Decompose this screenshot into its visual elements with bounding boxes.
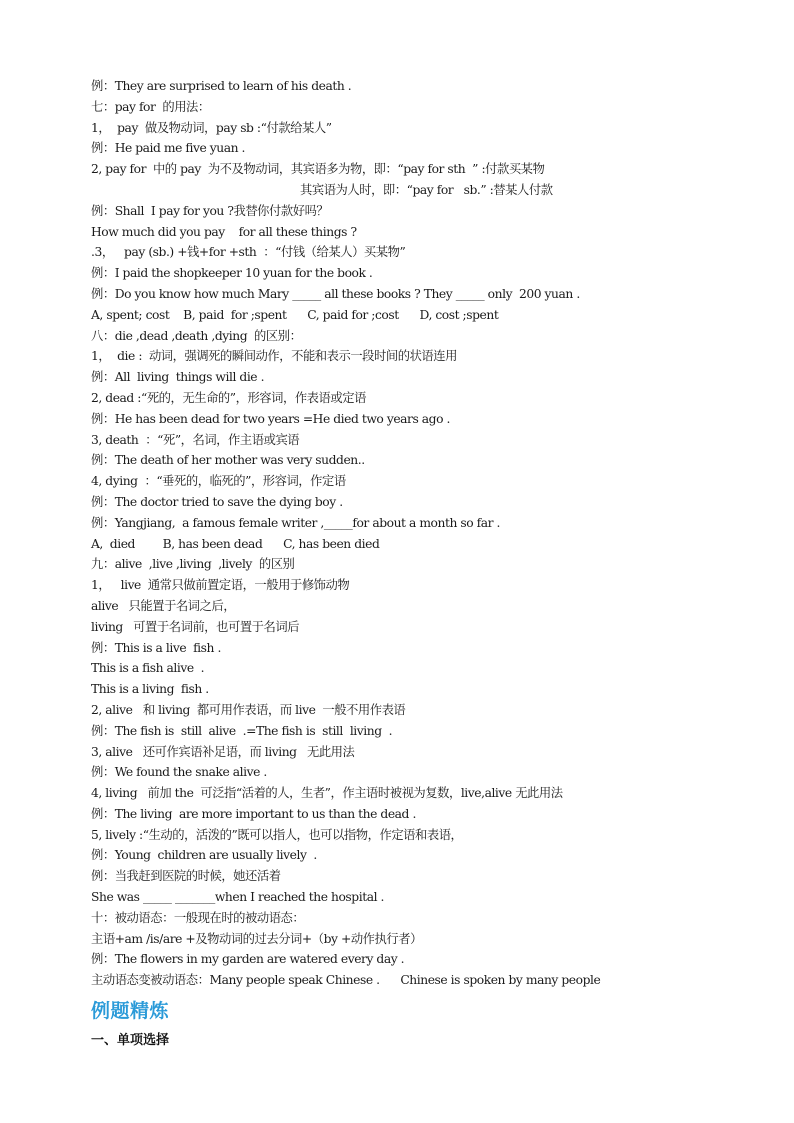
answer-options: A, died B, has been dead C, has been died	[91, 536, 380, 551]
text-line: 例：Young children are usually lively .	[91, 848, 317, 863]
text-line: How much did you pay for all these things ?	[91, 224, 357, 239]
text-line: 2, pay for 中的 pay 为不及物动词，其宾语多为物，即：“pay for sth ” :付款买某物	[91, 162, 545, 177]
text-line: 例：They are surprised to learn of his death .	[91, 79, 352, 93]
text-line: living 可置于名词前，也可置于名词后	[91, 619, 300, 634]
text-line: 5, lively :“生动的，活泼的”既可以指人，也可以指物，作定语和表语，	[91, 827, 463, 842]
text-line: 4, living 前加 the 可泛指“活着的人，生者”，作主语时被视为复数，live,alive 无此用法	[91, 786, 563, 801]
heading-die-dead: 八：die ,dead ,death ,dying 的区别：	[91, 328, 302, 343]
answer-options: A, spent; cost B, paid for ;spent C, paid for ;cost D, cost ;spent	[91, 307, 499, 322]
text-line: 例：The death of her mother was very sudden..	[91, 453, 365, 468]
text-line: 3, alive 还可作宾语补足语，而 living 无此用法	[91, 744, 355, 759]
text-line: 主动语态变被动语态：Many people speak Chinese . Chinese is spoken by many people	[91, 973, 601, 988]
text-line: 例：Yangjiang, a famous female writer ,_____for about a month so far .	[91, 515, 500, 530]
text-line: 例：We found the snake alive .	[91, 765, 267, 780]
text-line: 例：He paid me five yuan .	[91, 141, 246, 156]
text-line: 1， pay 做及物动词，pay sb :“付款给某人”	[91, 120, 332, 135]
heading-pay-for: 七：pay for 的用法：	[91, 99, 210, 114]
text-line: 例：当我赶到医院的时候，她还活着	[91, 869, 281, 884]
text-line: 例：I paid the shopkeeper 10 yuan for the book .	[91, 266, 373, 281]
text-line: 例：He has been dead for two years =He died two years ago .	[91, 411, 450, 426]
text-line: 例：The doctor tried to save the dying boy .	[91, 494, 343, 509]
text-line: She was _____ _______when I reached the hospital .	[91, 890, 384, 905]
text-line: 1， live 通常只做前置定语，一般用于修饰动物	[91, 578, 350, 593]
text-line: 4, dying ：“垂死的，临死的”，形容词，作定语	[91, 474, 346, 489]
text-line: 1， die : 动词，强调死的瞬间动作，不能和表示一段时间的状语连用	[91, 349, 457, 364]
section-title: 例题精炼	[91, 1000, 170, 1023]
document-page	[91, 76, 731, 1051]
text-line: .3， pay (sb.) +钱+for +sth ：“付钱（给某人）买某物”	[91, 245, 406, 260]
text-line: 例：All living things will die .	[91, 370, 265, 385]
text-line: 例：Do you know how much Mary _____ all these books ? They _____ only 200 yuan .	[91, 286, 580, 301]
text-line: This is a fish alive .	[91, 661, 205, 676]
text-line: 例：Shall I pay for you ?我替你付款好吗？	[91, 203, 329, 218]
text-line: 其宾语为人时，即：“pay for sb.” :替某人付款	[300, 182, 553, 197]
text-line: 2, alive 和 living 都可用作表语，而 live 一般不用作表语	[91, 702, 406, 717]
text-line: alive 只能置于名词之后，	[91, 598, 236, 613]
sub-title: 一、单项选择	[91, 1033, 170, 1049]
heading-passive-voice: 十：被动语态：一般现在时的被动语态：	[91, 910, 305, 925]
text-line: 3, death ：“死”，名词，作主语或宾语	[91, 432, 300, 447]
text-line: 主语+am /is/are +及物动词的过去分词+（by +动作执行者）	[91, 931, 422, 946]
text-line: 例：The fish is still alive .=The fish is still living .	[91, 723, 393, 738]
text-line: 2, dead :“死的，无生命的”，形容词，作表语或定语	[91, 390, 366, 405]
text-line: 例：This is a live fish .	[91, 640, 221, 655]
text-line: 例：The flowers in my garden are watered every day .	[91, 952, 405, 967]
heading-alive-live: 九：alive ,live ,living ,lively 的区别	[91, 557, 295, 572]
text-line: 例：The living are more important to us than the dead .	[91, 806, 416, 821]
text-line: This is a living fish .	[91, 682, 209, 697]
